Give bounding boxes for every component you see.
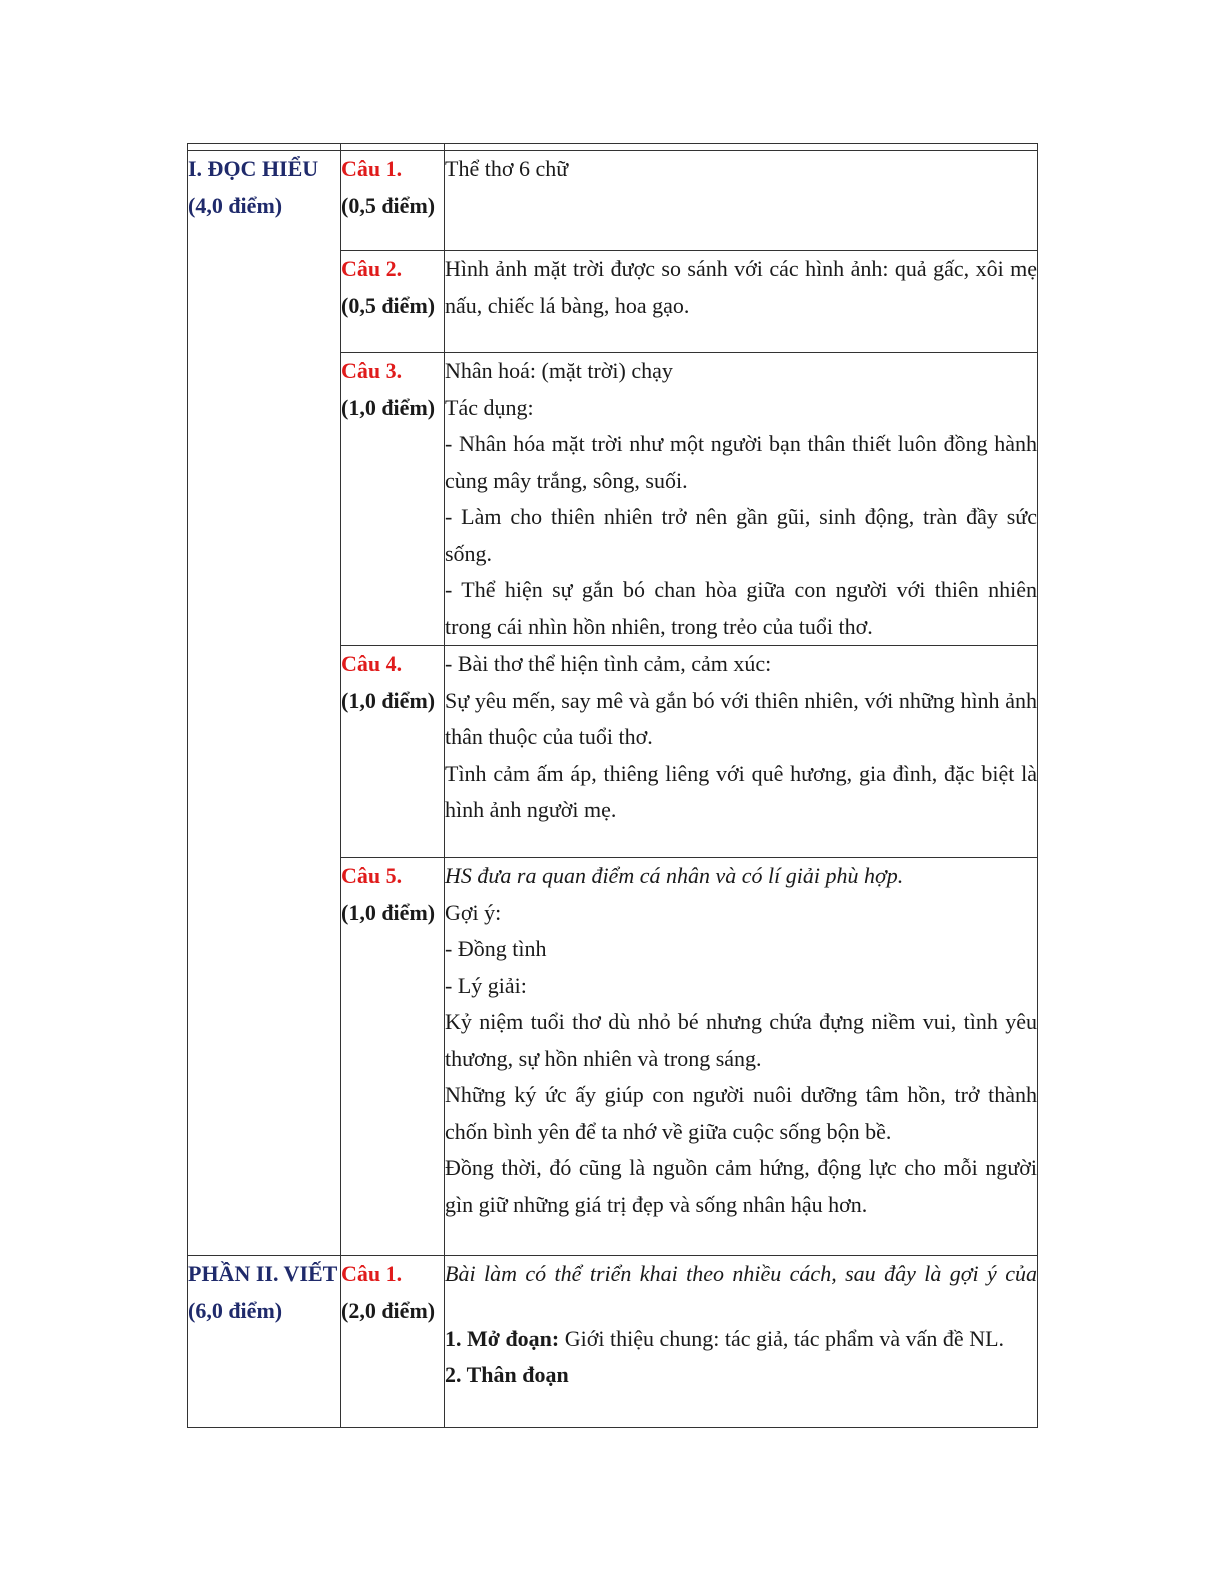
part1-title: I. ĐỌC HIỂU [188,156,319,181]
answer-line: - Đồng tình [445,936,547,961]
answer-line: Kỷ niệm tuổi thơ dù nhỏ bé nhưng chứa đựng niềm vui, tình yêu thương, sự hồn nhiên và trong sáng. [445,1009,1037,1071]
question-cell [341,646,445,858]
question-number: Câu 4. [341,651,403,676]
question-number: Câu 5. [341,863,403,888]
answer-table [187,143,1038,1428]
answer-cell [445,353,1038,646]
question-number: Câu 2. [341,256,403,281]
table-row [188,1256,1038,1428]
question-number: Câu 1. [341,156,403,181]
blank-line [445,1293,1037,1321]
question-points: (0,5 điểm) [341,192,436,218]
answer-line: Đồng thời, đó cũng là nguồn cảm hứng, động lực cho mỗi người gìn giữ những giá trị đẹp và sống nhân hậu hơn. [445,1155,1037,1217]
answer-line: - Lý giải: [445,972,527,998]
part2-points: (6,0 điểm) [188,1297,283,1323]
mo-doan-label: 1. Mở đoạn: [445,1325,560,1351]
question-points: (2,0 điểm) [341,1297,436,1323]
question-cell [341,251,445,353]
answer-line: Tác dụng: [445,394,534,420]
question-points: (1,0 điểm) [341,394,436,420]
question-cell [341,151,445,251]
answer-cell [445,1256,1038,1428]
part1-points: (4,0 điểm) [188,192,283,218]
answer-line: Những ký ức ấy giúp con người nuôi dưỡng tâm hồn, trở thành chốn bình yên để ta nhớ về giữa cuộc sống bộn bề. [445,1082,1037,1144]
answer-line: Thể thơ 6 chữ [445,156,569,181]
question-number: Câu 3. [341,358,403,383]
question-number: Câu 1. [341,1261,403,1286]
answer-line: Nhân hoá: (mặt trời) chạy [445,358,673,383]
mo-doan-text: Giới thiệu chung: tác giả, tác phẩm và vấn đề NL. [559,1325,1005,1351]
table-row [188,151,1038,251]
part1-cell [188,151,341,1256]
answer-line: Hình ảnh mặt trời được so sánh với các hình ảnh: quả gấc, xôi mẹ nấu, chiếc lá bàng, hoa gạo. [445,256,1037,318]
question-points: (0,5 điểm) [341,292,436,318]
answer-cell [445,646,1038,858]
answer-line: - Làm cho thiên nhiên trở nên gần gũi, sinh động, tràn đầy sức sống. [445,504,1037,566]
question-points: (1,0 điểm) [341,899,436,925]
answer-line: - Bài thơ thể hiện tình cảm, cảm xúc: [445,651,772,676]
answer-intro: Bài làm có thể triển khai theo nhiều cách, sau đây là gợi ý của [445,1261,1037,1286]
question-cell [341,858,445,1256]
answer-line: - Nhân hóa mặt trời như một người bạn thân thiết luôn đồng hành cùng mây trắng, sông, suối. [445,431,1037,493]
answer-intro: HS đưa ra quan điểm cá nhân và có lí giải phù hợp. [445,863,904,888]
part2-title: PHẦN II. VIẾT [188,1261,338,1286]
answer-cell [445,251,1038,353]
part2-cell [188,1256,341,1428]
table-top-strip [188,144,1038,151]
answer-cell [445,151,1038,251]
answer-line [445,1321,1037,1358]
question-cell [341,353,445,646]
question-cell [341,1256,445,1428]
answer-line: Gợi ý: [445,899,502,925]
answer-line: Sự yêu mến, say mê và gắn bó với thiên nhiên, với những hình ảnh thân thuộc của tuổi thơ. [445,687,1037,749]
than-doan-label: 2. Thân đoạn [445,1362,569,1387]
question-points: (1,0 điểm) [341,687,436,713]
answer-line: Tình cảm ấm áp, thiêng liêng với quê hương, gia đình, đặc biệt là hình ảnh người mẹ. [445,760,1037,822]
answer-cell [445,858,1038,1256]
answer-line: - Thể hiện sự gắn bó chan hòa giữa con người với thiên nhiên trong cái nhìn hồn nhiên, trong trẻo của tuổi thơ. [445,577,1037,639]
